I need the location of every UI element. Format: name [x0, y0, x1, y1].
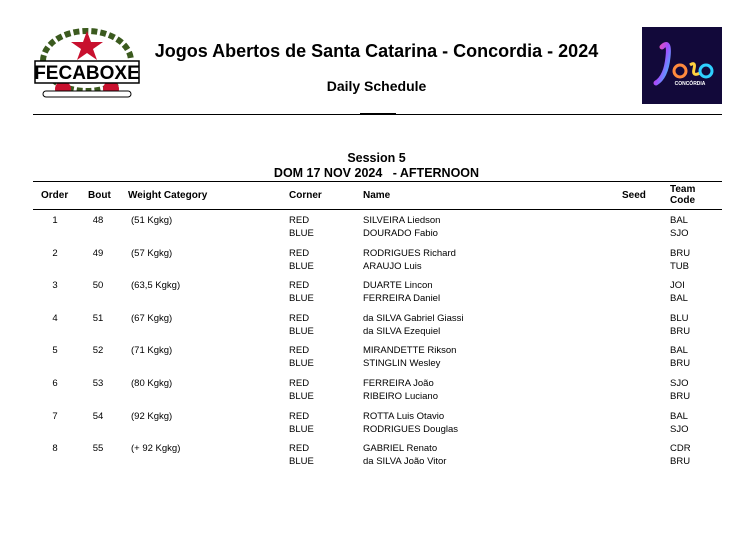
column-header-team: Team [670, 184, 696, 195]
weight-cell: (71 Kgkg) [131, 345, 173, 357]
order-cell: 5 [52, 345, 58, 357]
blue-team-cell: BRU [670, 325, 691, 337]
blue-corner-cell: BLUE [289, 260, 314, 272]
red-team-cell: BAL [670, 410, 688, 422]
blue-name-cell: da SILVA João Vitor [363, 456, 447, 468]
jasc-logo-text: CONCÓRDIA [674, 81, 706, 87]
weight-cell: (67 Kgkg) [131, 312, 173, 324]
order-cell: 6 [52, 378, 58, 389]
red-corner-cell: RED [289, 247, 310, 259]
page-subtitle: Daily Schedule [326, 78, 427, 94]
bout-cell: 49 [92, 247, 104, 259]
blue-team-cell: BRU [670, 358, 691, 370]
red-team-cell: BAL [670, 345, 688, 357]
blue-corner-cell: BLUE [289, 456, 314, 468]
blue-name-cell: ARAUJO Luis [363, 260, 422, 272]
red-corner-cell: RED [289, 378, 310, 389]
session-datetime: DOM 17 NOV 2024 - AFTERNOON [273, 166, 480, 180]
red-team-cell: JOI [670, 280, 685, 292]
column-header-seed: Seed [622, 190, 646, 201]
jasc-logo [642, 27, 722, 104]
red-corner-cell: RED [289, 410, 310, 422]
red-team-cell: BAL [670, 215, 688, 226]
column-header-weight: Weight Category [128, 190, 208, 201]
blue-team-cell: TUB [670, 260, 689, 272]
blue-name-cell: RIBEIRO Luciano [363, 391, 438, 402]
red-name-cell: MIRANDETTE Rikson [363, 345, 457, 357]
fecaboxe-logo-text: FECABOXE [34, 63, 140, 84]
header-divider-accent [360, 113, 396, 115]
bout-cell: 48 [92, 215, 104, 226]
table-header [33, 181, 722, 210]
column-header-corner: Corner [289, 190, 322, 201]
weight-cell: (+ 92 Kgkg) [131, 443, 181, 455]
red-corner-cell: RED [289, 443, 310, 455]
red-corner-cell: RED [289, 345, 310, 357]
blue-name-cell: FERREIRA Daniel [363, 293, 441, 305]
bout-cell: 53 [92, 378, 104, 389]
red-name-cell: RODRIGUES Richard [363, 247, 456, 259]
blue-name-cell: STINGLIN Wesley [363, 358, 441, 370]
blue-name-cell: RODRIGUES Douglas [363, 423, 459, 435]
blue-team-cell: BAL [670, 293, 688, 305]
red-team-cell: BRU [670, 247, 691, 259]
blue-corner-cell: BLUE [289, 391, 314, 402]
column-header-bout: Bout [88, 190, 111, 201]
weight-cell: (92 Kgkg) [131, 410, 173, 422]
red-corner-cell: RED [289, 312, 310, 324]
page-title: Jogos Abertos de Santa Catarina - Concordia - 2024 [154, 41, 599, 61]
column-header-order: Order [41, 190, 69, 201]
blue-team-cell: BRU [670, 391, 691, 402]
blue-team-cell: SJO [670, 228, 689, 239]
weight-cell: (51 Kgkg) [131, 215, 173, 226]
red-name-cell: FERREIRA João [363, 378, 434, 389]
bout-cell: 52 [92, 345, 104, 357]
red-team-cell: CDR [670, 443, 691, 455]
column-header-code: Code [670, 195, 695, 206]
blue-corner-cell: BLUE [289, 228, 314, 239]
blue-team-cell: BRU [670, 456, 691, 468]
order-cell: 1 [52, 215, 58, 226]
red-name-cell: ROTTA Luis Otavio [363, 410, 445, 422]
blue-corner-cell: BLUE [289, 293, 314, 305]
order-cell: 3 [52, 280, 58, 292]
session-label: Session 5 [347, 151, 406, 165]
blue-corner-cell: BLUE [289, 358, 314, 370]
weight-cell: (57 Kgkg) [131, 247, 173, 259]
weight-cell: (63,5 Kgkg) [131, 280, 181, 292]
blue-name-cell: da SILVA Ezequiel [363, 325, 441, 337]
red-team-cell: BLU [670, 312, 689, 324]
bout-cell: 54 [92, 410, 104, 422]
weight-cell: (80 Kgkg) [131, 378, 173, 389]
red-name-cell: DUARTE Lincon [363, 280, 433, 292]
red-corner-cell: RED [289, 280, 310, 292]
order-cell: 8 [52, 443, 58, 455]
bout-cell: 55 [92, 443, 104, 455]
bout-cell: 50 [92, 280, 104, 292]
red-team-cell: SJO [670, 378, 689, 389]
order-cell: 4 [52, 312, 58, 324]
red-name-cell: da SILVA Gabriel Giassi [363, 312, 464, 324]
blue-name-cell: DOURADO Fabio [363, 228, 438, 239]
blue-team-cell: SJO [670, 423, 689, 435]
bout-cell: 51 [92, 312, 104, 324]
red-name-cell: SILVEIRA Liedson [363, 215, 441, 226]
order-cell: 7 [52, 410, 58, 422]
red-corner-cell: RED [289, 215, 310, 226]
order-cell: 2 [52, 247, 58, 259]
blue-corner-cell: BLUE [289, 325, 314, 337]
column-header-name: Name [363, 190, 391, 201]
blue-corner-cell: BLUE [289, 423, 314, 435]
red-name-cell: GABRIEL Renato [363, 443, 438, 455]
